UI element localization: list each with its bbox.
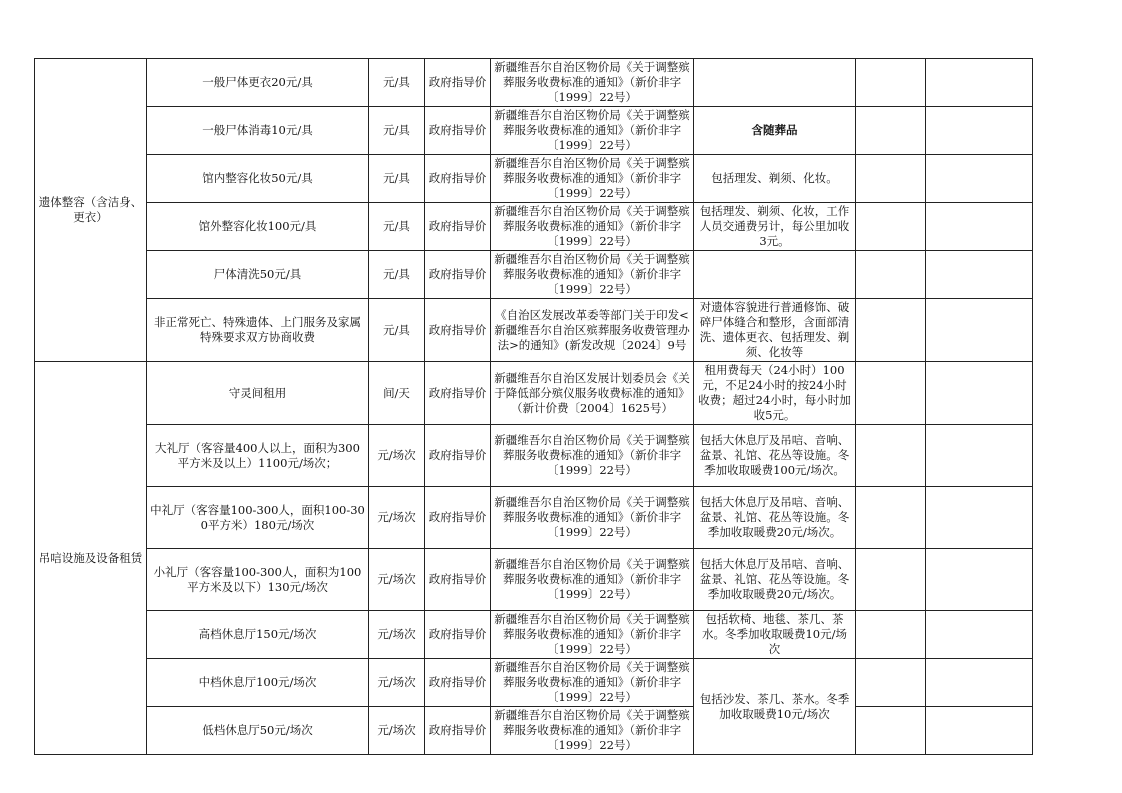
basis-cell: 新疆维吾尔自治区物价局《关于调整殡葬服务收费标准的通知》（新价非字〔1999〕22号） (491, 155, 694, 203)
empty-cell (856, 659, 926, 707)
item-cell: 小礼厅（客容量100-300人，面积为100平方米及以下）130元/场次 (147, 549, 369, 611)
basis-cell: 新疆维吾尔自治区发展计划委员会《关于降低部分殡仪服务收费标准的通知》（新计价费〔2004〕1625号） (491, 362, 694, 425)
note-cell: 包括理发、剃须、化妆。 (694, 155, 856, 203)
table-row (35, 487, 1033, 549)
item-cell: 中礼厅（客容量100-300人，面积100-300平方米）180元/场次 (147, 487, 369, 549)
merged-note-cell: 含随葬品 (694, 107, 856, 155)
empty-cell (926, 59, 1033, 107)
table-row (35, 299, 1033, 362)
unit-cell: 元/场次 (369, 549, 425, 611)
basis-cell: 新疆维吾尔自治区物价局《关于调整殡葬服务收费标准的通知》（新价非字〔1999〕22号） (491, 251, 694, 299)
empty-cell (856, 299, 926, 362)
item-cell: 一般尸体消毒10元/具 (147, 107, 369, 155)
item-cell: 馆内整容化妆50元/具 (147, 155, 369, 203)
pricing-mode-cell: 政府指导价 (425, 659, 491, 707)
empty-cell (856, 362, 926, 425)
empty-cell (856, 549, 926, 611)
basis-cell: 新疆维吾尔自治区物价局《关于调整殡葬服务收费标准的通知》（新价非字〔1999〕22号） (491, 107, 694, 155)
table-row (35, 203, 1033, 251)
unit-cell: 元/具 (369, 59, 425, 107)
unit-cell: 元/具 (369, 155, 425, 203)
empty-cell (926, 251, 1033, 299)
empty-cell (926, 203, 1033, 251)
table-row (35, 707, 1033, 755)
item-cell: 守灵间租用 (147, 362, 369, 425)
category-cell: 吊唁设施及设备租赁 (35, 362, 147, 755)
empty-cell (856, 487, 926, 549)
basis-cell: 《自治区发展改革委等部门关于印发<新疆维吾尔自治区殡葬服务收费管理办法>的通知》(新发改规〔2024〕9号 (491, 299, 694, 362)
empty-cell (926, 549, 1033, 611)
basis-cell: 新疆维吾尔自治区物价局《关于调整殡葬服务收费标准的通知》（新价非字〔1999〕22号） (491, 59, 694, 107)
empty-cell (926, 611, 1033, 659)
empty-cell (926, 707, 1033, 755)
item-cell: 一般尸体更衣20元/具 (147, 59, 369, 107)
table-row (35, 362, 1033, 425)
pricing-mode-cell: 政府指导价 (425, 203, 491, 251)
table-row (35, 59, 1033, 107)
table-row (35, 107, 1033, 155)
unit-cell: 元/具 (369, 251, 425, 299)
item-cell: 中档休息厅100元/场次 (147, 659, 369, 707)
note-cell: 包括理发、剃须、化妆，工作人员交通费另计，每公里加收3元。 (694, 203, 856, 251)
basis-cell: 新疆维吾尔自治区物价局《关于调整殡葬服务收费标准的通知》（新价非字〔1999〕22号） (491, 425, 694, 487)
unit-cell: 元/场次 (369, 707, 425, 755)
empty-cell (926, 659, 1033, 707)
empty-cell (926, 487, 1033, 549)
empty-cell (856, 251, 926, 299)
empty-cell (926, 155, 1033, 203)
unit-cell: 间/天 (369, 362, 425, 425)
basis-cell: 新疆维吾尔自治区物价局《关于调整殡葬服务收费标准的通知》（新价非字〔1999〕22号） (491, 203, 694, 251)
note-cell: 租用费每天（24小时）100元，不足24小时的按24小时收费；超过24小时，每小时加收5元。 (694, 362, 856, 425)
unit-cell: 元/场次 (369, 659, 425, 707)
table-row (35, 155, 1033, 203)
table-row (35, 659, 1033, 707)
fee-table (34, 58, 1033, 755)
pricing-mode-cell: 政府指导价 (425, 425, 491, 487)
basis-cell: 新疆维吾尔自治区物价局《关于调整殡葬服务收费标准的通知》（新价非字〔1999〕22号） (491, 487, 694, 549)
pricing-mode-cell: 政府指导价 (425, 549, 491, 611)
pricing-mode-cell: 政府指导价 (425, 107, 491, 155)
empty-cell (856, 107, 926, 155)
empty-cell (856, 155, 926, 203)
pricing-mode-cell: 政府指导价 (425, 362, 491, 425)
unit-cell: 元/具 (369, 299, 425, 362)
pricing-mode-cell: 政府指导价 (425, 487, 491, 549)
pricing-mode-cell: 政府指导价 (425, 611, 491, 659)
item-cell: 非正常死亡、特殊遗体、上门服务及家属特殊要求双方协商收费 (147, 299, 369, 362)
basis-cell: 新疆维吾尔自治区物价局《关于调整殡葬服务收费标准的通知》（新价非字〔1999〕22号） (491, 611, 694, 659)
category-cell: 遗体整容（含洁身、更衣） (35, 59, 147, 362)
table-row (35, 549, 1033, 611)
note-cell: 对遗体容貌进行普通修饰、破碎尸体缝合和整形，含面部清洗、遗体更衣、包括理发、剃须、化妆等 (694, 299, 856, 362)
basis-cell: 新疆维吾尔自治区物价局《关于调整殡葬服务收费标准的通知》（新价非字〔1999〕22号） (491, 659, 694, 707)
unit-cell: 元/场次 (369, 611, 425, 659)
empty-cell (926, 425, 1033, 487)
pricing-mode-cell: 政府指导价 (425, 299, 491, 362)
empty-cell (926, 107, 1033, 155)
empty-cell (856, 203, 926, 251)
table-row (35, 611, 1033, 659)
item-cell: 大礼厅（客容量400人以上，面积为300平方米及以上）1100元/场次； (147, 425, 369, 487)
merged-note-cell: 包括沙发、茶几、茶水。冬季加收取暖费10元/场次 (694, 659, 856, 755)
unit-cell: 元/场次 (369, 425, 425, 487)
item-cell: 馆外整容化妆100元/具 (147, 203, 369, 251)
note-cell: 包括软椅、地毯、茶几、茶水。冬季加收取暖费10元/场次 (694, 611, 856, 659)
item-cell: 尸体清洗50元/具 (147, 251, 369, 299)
basis-cell: 新疆维吾尔自治区物价局《关于调整殡葬服务收费标准的通知》（新价非字〔1999〕22号） (491, 549, 694, 611)
note-cell: 包括大休息厅及吊唁、音响、盆景、礼馆、花丛等设施。冬季加收取暖费20元/场次。 (694, 549, 856, 611)
empty-cell (856, 425, 926, 487)
note-cell (694, 251, 856, 299)
unit-cell: 元/场次 (369, 487, 425, 549)
empty-cell (856, 611, 926, 659)
basis-cell: 新疆维吾尔自治区物价局《关于调整殡葬服务收费标准的通知》（新价非字〔1999〕22号） (491, 707, 694, 755)
note-cell: 包括大休息厅及吊唁、音响、盆景、礼馆、花丛等设施。冬季加收取暖费100元/场次。 (694, 425, 856, 487)
empty-cell (926, 299, 1033, 362)
pricing-mode-cell: 政府指导价 (425, 707, 491, 755)
note-cell (694, 59, 856, 107)
empty-cell (856, 59, 926, 107)
table-row (35, 425, 1033, 487)
pricing-mode-cell: 政府指导价 (425, 155, 491, 203)
item-cell: 低档休息厅50元/场次 (147, 707, 369, 755)
empty-cell (926, 362, 1033, 425)
pricing-mode-cell: 政府指导价 (425, 251, 491, 299)
table-row (35, 251, 1033, 299)
unit-cell: 元/具 (369, 203, 425, 251)
empty-cell (856, 707, 926, 755)
note-cell: 包括大休息厅及吊唁、音响、盆景、礼馆、花丛等设施。冬季加收取暖费20元/场次。 (694, 487, 856, 549)
pricing-mode-cell: 政府指导价 (425, 59, 491, 107)
item-cell: 高档休息厅150元/场次 (147, 611, 369, 659)
unit-cell: 元/具 (369, 107, 425, 155)
